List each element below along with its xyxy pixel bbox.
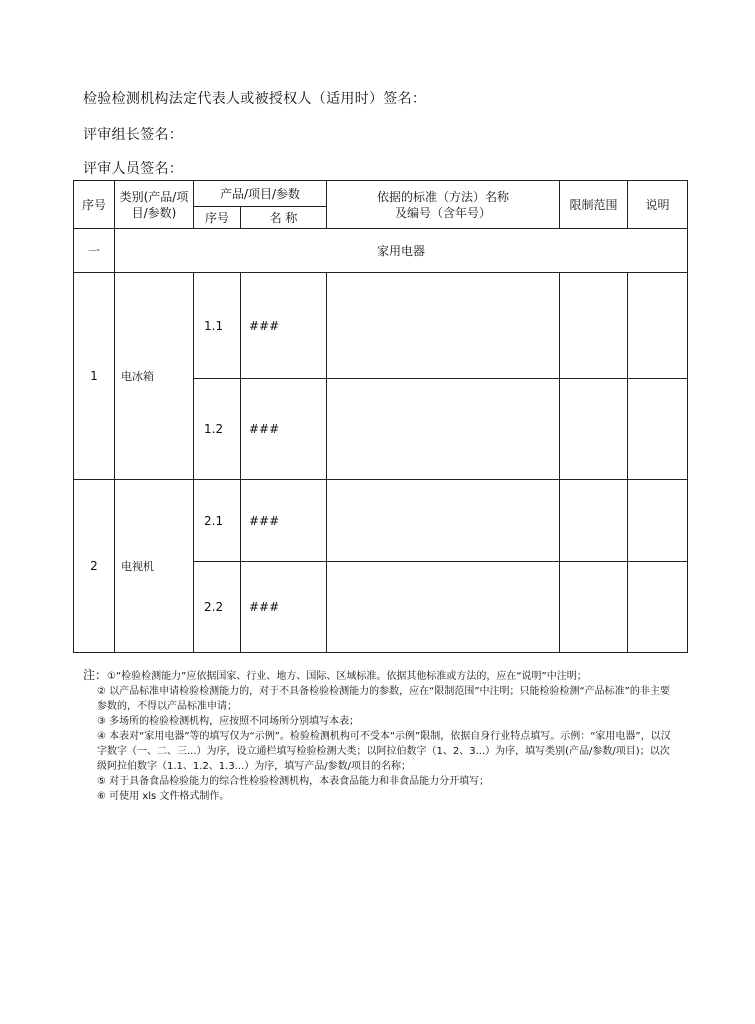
item-name: ### [241,273,327,379]
header-sub-name: 名 称 [241,207,327,229]
item-no: 1.1 [194,273,241,379]
table-row [74,480,688,562]
note-3: ③ 多场所的检验检测机构，应按照不同场所分别填写本表； [97,716,360,727]
header-category: 类别(产品/项目/参数) [115,181,194,229]
members-signature-label: 评审人员签名： [83,161,184,177]
header-standard-line1: 依据的标准（方法）名称 [376,189,509,204]
header-remark: 说明 [628,181,688,229]
section-no: 一 [74,229,115,273]
group-product: 电视机 [115,480,194,653]
item-no: 1.2 [194,379,241,480]
group-no: 1 [74,273,115,480]
item-remark [628,379,688,480]
item-remark [628,562,688,653]
header-sub-seq: 序号 [194,207,241,229]
header-product-group: 产品/项目/参数 [194,181,327,207]
header-standard-line2: 及编号（含年号） [394,205,491,220]
item-name: ### [241,379,327,480]
capability-table [73,180,688,653]
note-1-text: ①“检验检测能力”应依据国家、行业、地方、国际、区域标准。依据其他标准或方法的，应在“说明”中注明； [107,671,587,682]
item-no: 2.2 [194,562,241,653]
item-standard [327,562,560,653]
item-name: ### [241,480,327,562]
item-standard [327,379,560,480]
note-2: ② 以产品标准申请检验检测能力的，对于不具备检验检测能力的参数，应在“限制范围”中注明；只能检验检测“产品标准”的非主要参数的，不得以产品标准申请； [97,686,670,712]
item-limit [560,480,628,562]
item-standard [327,480,560,562]
legal-rep-signature-label: 检验检测机构法定代表人或被授权人（适用时）签名： [83,91,427,107]
table-row [74,273,688,379]
note-6: ⑥ 可使用 xls 文件格式制作。 [97,791,230,802]
note-4: ④ 本表对“家用电器”等的填写仅为“示例”。检验检测机构可不受本“示例”限制，依据自身行业特点填写。示例：“家用电器”，以汉字数字（一、二、三...）为序，设立通栏填写检验检测大类；以阿拉伯数字（1、2、3...）为序，填写类别(产品/参数/项目)；以次级阿拉伯数字（1.1、1.2、1.3...）为序，填写产品/参数/项目的名称； [97,731,671,772]
item-limit [560,273,628,379]
header-seq: 序号 [74,181,115,229]
item-remark [628,273,688,379]
note-1 [83,668,679,684]
item-standard [327,273,560,379]
item-limit [560,379,628,480]
note-5: ⑤ 对于具备食品检验能力的综合性检验检测机构，本表食品能力和非食品能力分开填写； [97,776,490,787]
item-remark [628,480,688,562]
notes-section [83,668,679,804]
group-product: 电冰箱 [115,273,194,480]
section-name: 家用电器 [115,229,688,273]
header-standard [327,181,560,229]
item-no: 2.1 [194,480,241,562]
group-no: 2 [74,480,115,653]
team-leader-signature-label: 评审组长签名： [83,127,184,143]
header-limit: 限制范围 [560,181,628,229]
notes-label: 注： [83,668,108,682]
item-limit [560,562,628,653]
item-name: ### [241,562,327,653]
